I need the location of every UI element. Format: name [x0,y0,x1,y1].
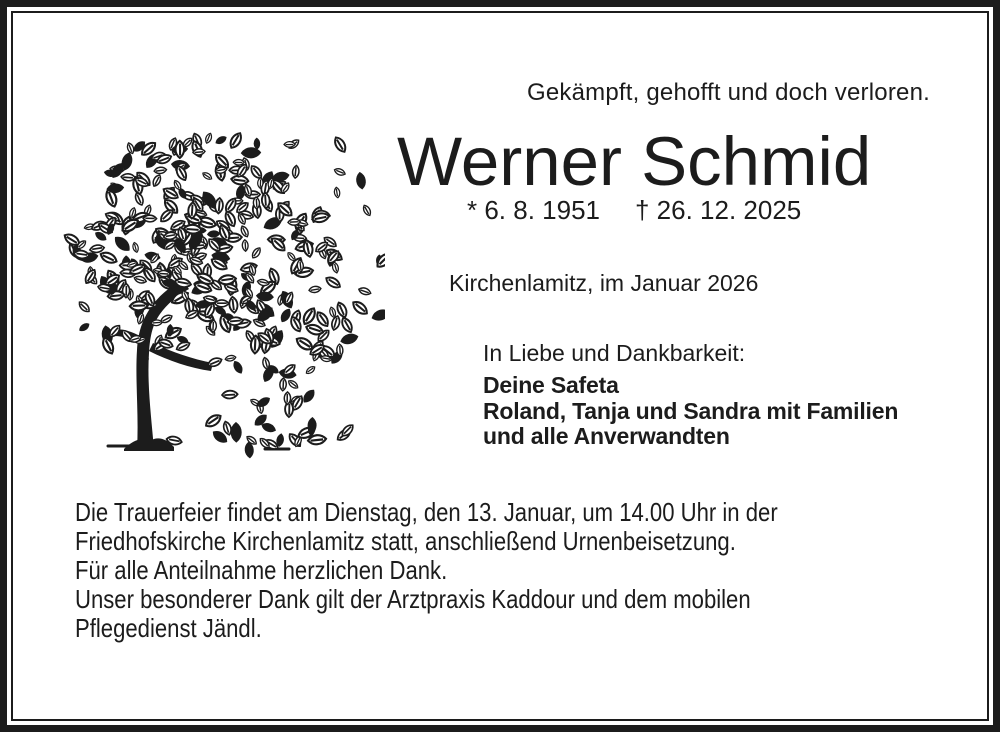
tree-leaves [63,131,385,458]
funeral-info-block [75,498,778,643]
death-date: † 26. 12. 2025 [635,195,802,225]
place-date-line: Kirchenlamitz, im Januar 2026 [449,270,759,296]
closing-line: In Liebe und Dankbarkeit: [483,340,746,366]
life-dates [467,197,887,223]
farewell-block [483,341,898,450]
funeral-line: Die Trauerfeier findet am Dienstag, den 13. Januar, um 14.00 Uhr in der [75,497,778,527]
windblown-tree-illustration [50,105,385,470]
funeral-line: Pflegedienst Jändl. [75,613,262,643]
funeral-line: Für alle Anteilnahme herzlichen Dank. [75,555,448,585]
funeral-paragraph [75,556,778,585]
deceased-name: Werner Schmid [397,123,872,200]
birth-date: * 6. 8. 1951 [467,195,600,225]
funeral-line: Friedhofskirche Kirchenlamitz statt, anschließend Urnenbeisetzung. [75,526,736,556]
mourner-line: und alle Anverwandten [483,423,730,449]
funeral-paragraph [75,585,778,643]
funeral-line: Unser besonderer Dank gilt der Arztpraxis Kaddour und dem mobilen [75,584,751,614]
funeral-paragraph [75,498,778,556]
mourner-line: Deine Safeta [483,372,619,398]
mourners-list [483,373,898,450]
epigraph-text: Gekämpft, gehofft und doch verloren. [526,79,930,106]
mourner-line: Roland, Tanja und Sandra mit Familien [483,397,899,424]
